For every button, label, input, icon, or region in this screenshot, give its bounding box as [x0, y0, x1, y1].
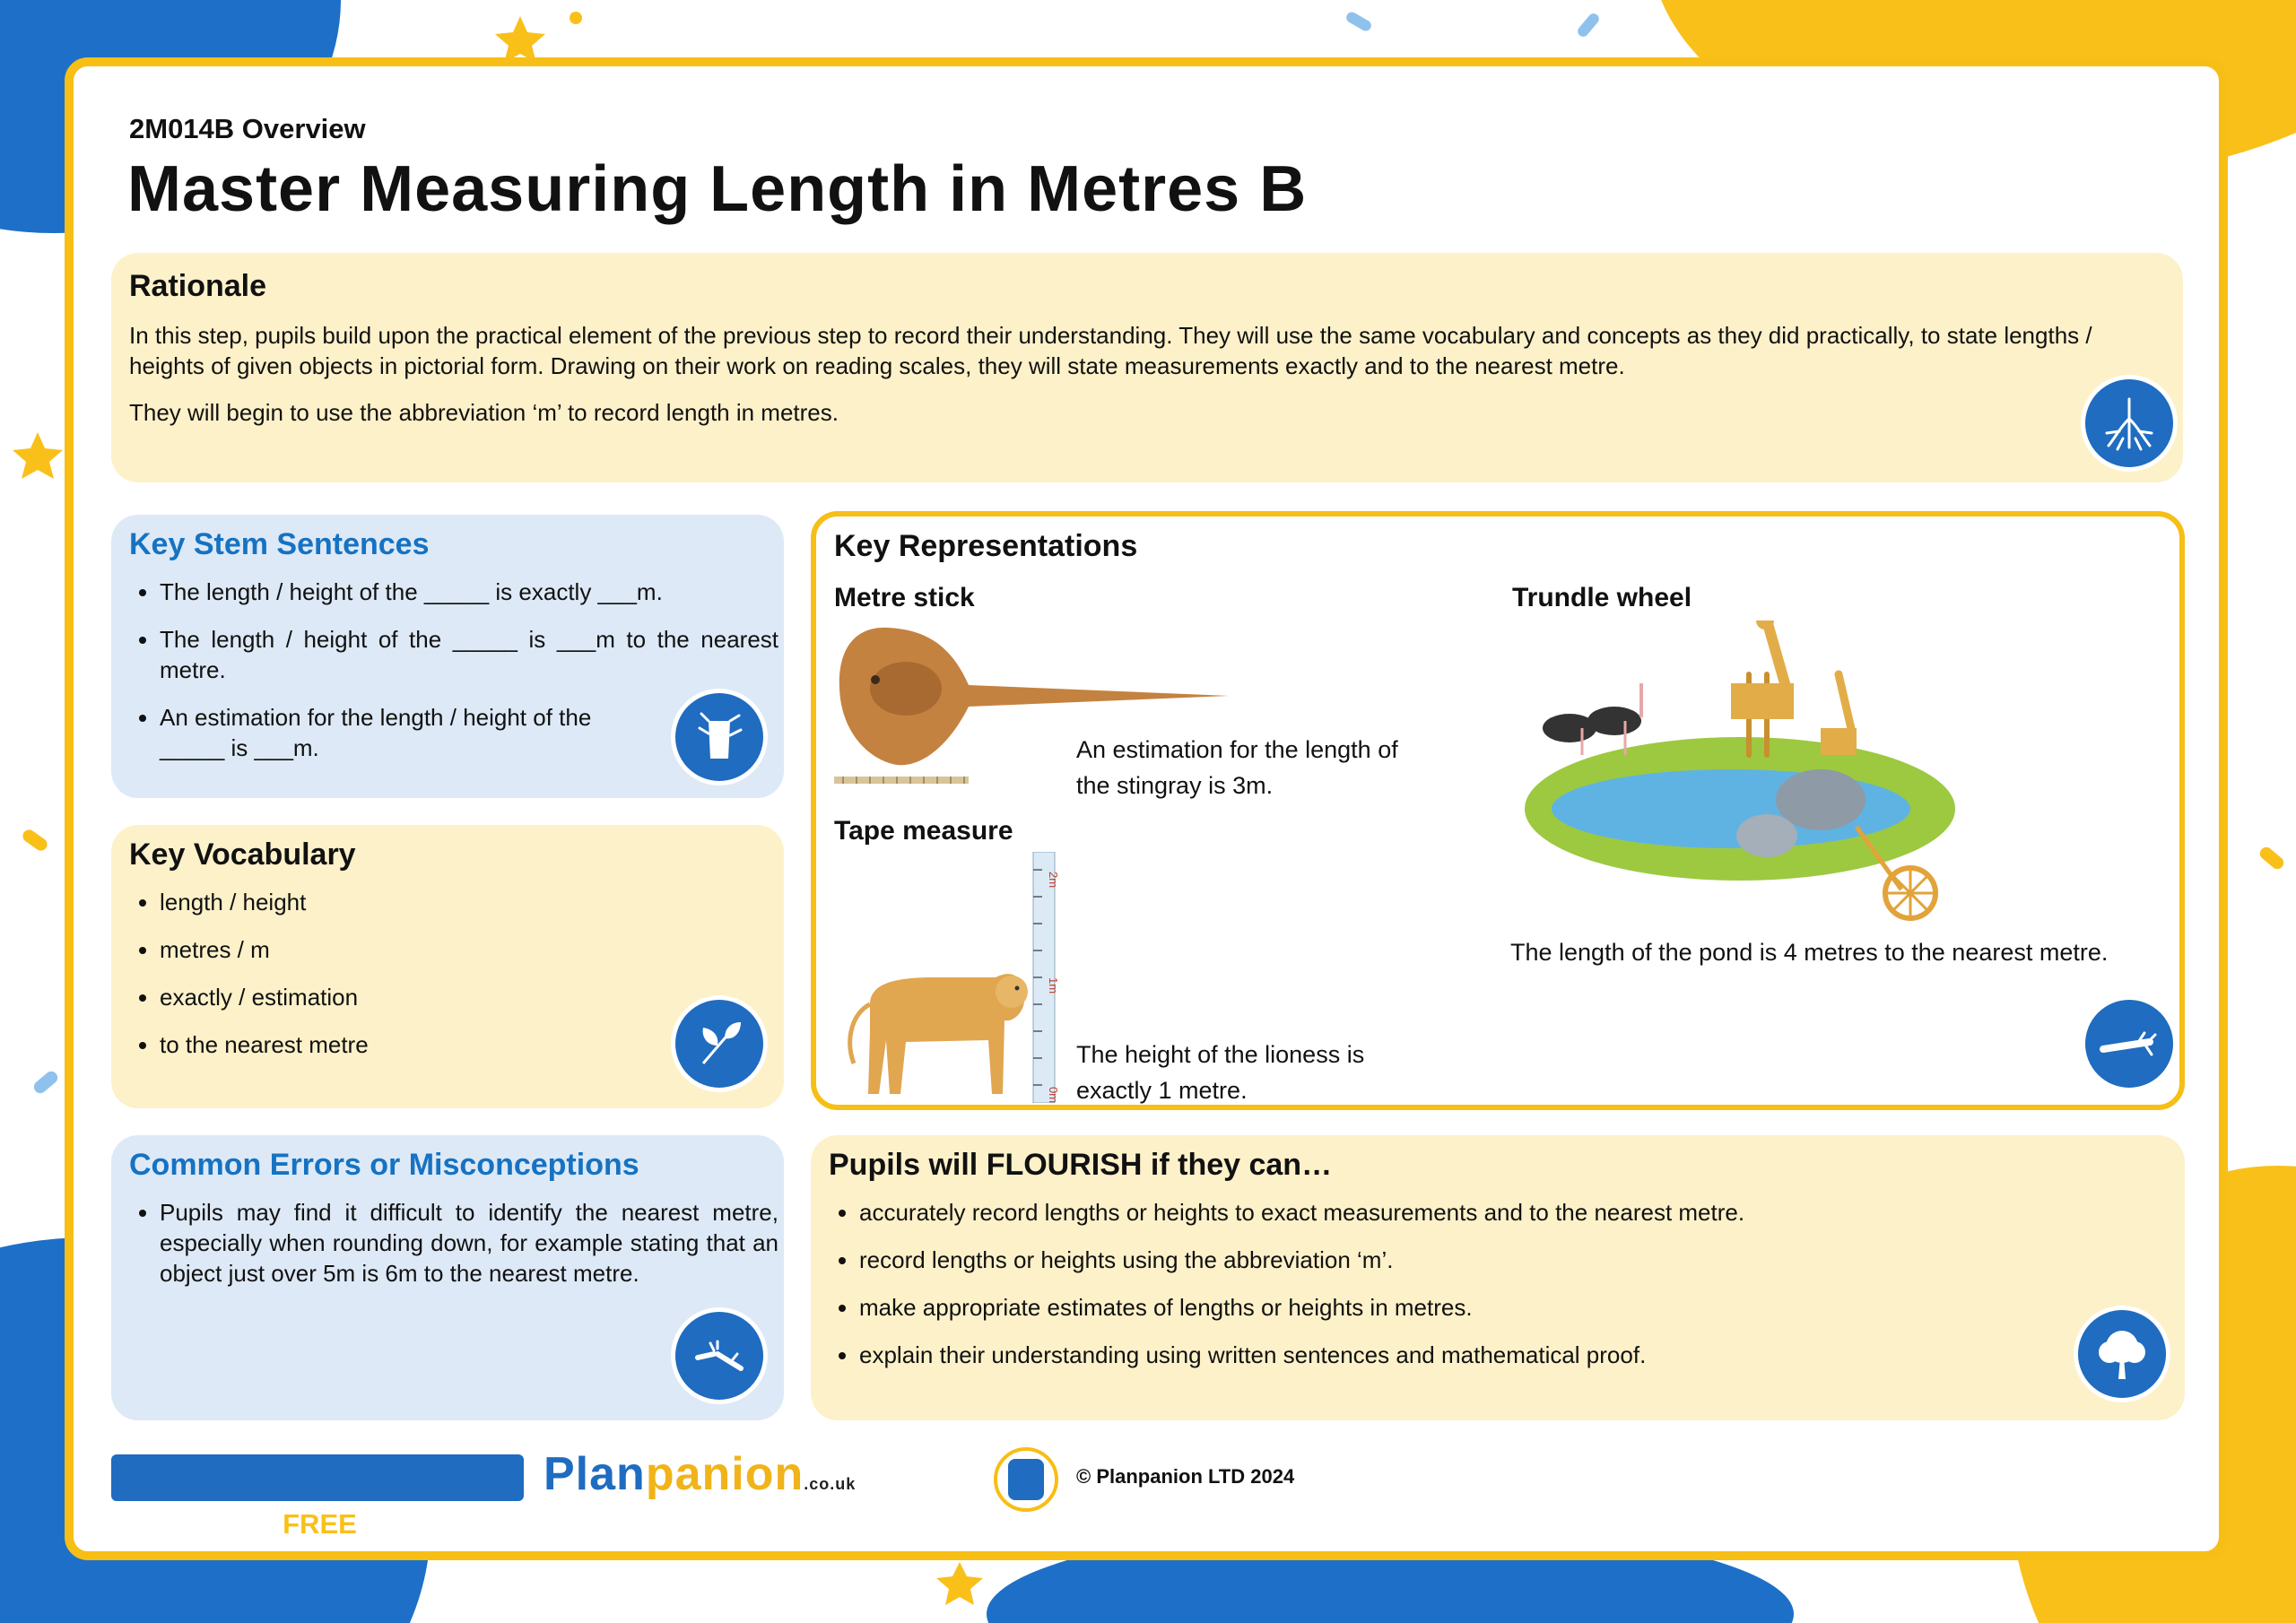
misconceptions-panel: [111, 1135, 784, 1420]
trundle-wheel-label: Trundle wheel: [1512, 583, 1692, 612]
overview-card: [65, 57, 2228, 1560]
stem-item: • An estimation for the length / height of the _____ is ___m.: [160, 702, 662, 763]
planpanion-logo[interactable]: [544, 1447, 856, 1501]
leaf-icon: [671, 995, 768, 1092]
vocabulary-item: • to the nearest metre: [160, 1029, 768, 1060]
roots-icon: [2081, 375, 2178, 472]
star-icon: [495, 16, 545, 63]
flourish-panel: [811, 1135, 2185, 1420]
free-resource-text: This is a: [163, 1508, 283, 1540]
free-resource-banner[interactable]: [111, 1454, 552, 1540]
lioness-tape-illustration: [834, 852, 1076, 1103]
pond-trundle-illustration: [1525, 621, 1991, 925]
flourish-item: • make appropriate estimates of lengths or heights in metres.: [859, 1292, 2169, 1323]
tape-mark: 1m: [1047, 977, 1060, 994]
misconceptions-heading: Common Errors or Misconceptions: [129, 1148, 639, 1182]
representations-panel: [811, 511, 2185, 1110]
stem-item: • The length / height of the _____ is ___m to the nearest metre.: [160, 624, 778, 685]
page-title: Master Measuring Length in Metres B: [127, 153, 1308, 225]
vocabulary-heading: Key Vocabulary: [129, 838, 356, 872]
vocabulary-item: • exactly / estimation: [160, 982, 768, 1012]
trundle-wheel-caption: The length of the pond is 4 metres to the nearest metre.: [1510, 939, 2109, 966]
star-icon: [2237, 1184, 2287, 1230]
logo-plan: Plan: [544, 1448, 646, 1500]
metre-stick-caption: An estimation for the length of the stingray is 3m.: [1076, 736, 1398, 799]
tape-mark: 2m: [1047, 872, 1060, 889]
broken-branch-icon: [671, 1307, 768, 1404]
vocabulary-panel: [111, 825, 784, 1108]
flourish-item: • accurately record lengths or heights to exact measurements and to the nearest metre.: [859, 1197, 2169, 1228]
free-word: FREE: [283, 1508, 357, 1540]
stem-item: • The length / height of the _____ is exactly ___m.: [160, 577, 778, 607]
star-icon: [13, 432, 63, 479]
logo-panion: panion: [645, 1448, 804, 1500]
tree-trunk-icon: [671, 689, 768, 785]
stem-sentences-panel: [111, 515, 784, 798]
tape-measure-caption: The height of the lioness is exactly 1 metre.: [1076, 1041, 1365, 1104]
tape-mark: 0m: [1047, 1087, 1060, 1103]
tree-icon: [2074, 1306, 2170, 1402]
representations-heading: Key Representations: [834, 529, 1138, 563]
flourish-item: • record lengths or heights using the abbreviation ‘m’.: [859, 1245, 2169, 1275]
flourish-heading: Pupils will FLOURISH if they can…: [829, 1148, 1333, 1182]
rationale-heading: Rationale: [129, 269, 267, 303]
flourish-item: • explain their understanding using written sentences and mathematical proof.: [859, 1340, 2169, 1370]
tape-measure-label: Tape measure: [834, 816, 1013, 846]
rationale-panel: [111, 253, 2183, 482]
metre-stick-label: Metre stick: [834, 583, 975, 612]
misconception-item: • Pupils may find it difficult to identify the nearest metre, especially when rounding down, for example stating that an object just over 5m is 6m to the nearest metre.: [160, 1197, 778, 1289]
logo-suffix: .co.uk: [804, 1475, 857, 1493]
stem-heading: Key Stem Sentences: [129, 527, 430, 561]
rationale-paragraph-2: They will begin to use the abbreviation ‘m’ to record length in metres.: [129, 399, 839, 426]
copyright: © Planpanion LTD 2024: [1076, 1465, 1295, 1488]
overview-code: 2M014B Overview: [129, 113, 366, 144]
rationale-paragraph-1: In this step, pupils build upon the practical element of the previous step to record their understanding. They will use the same vocabulary and concepts as they did practically, to state lengths / heights of given objects in pictorial form. Drawing on their work on reading scales, they will state measurements exactly and to the nearest metre.: [129, 322, 2092, 379]
planpanion-badge-icon: [994, 1447, 1058, 1512]
vocabulary-item: • metres / m: [160, 934, 768, 965]
vocabulary-item: • length / height: [160, 887, 768, 917]
star-icon: [936, 1562, 983, 1605]
free-resource-text: resource from: [356, 1508, 552, 1540]
branch-icon: [2081, 995, 2178, 1092]
